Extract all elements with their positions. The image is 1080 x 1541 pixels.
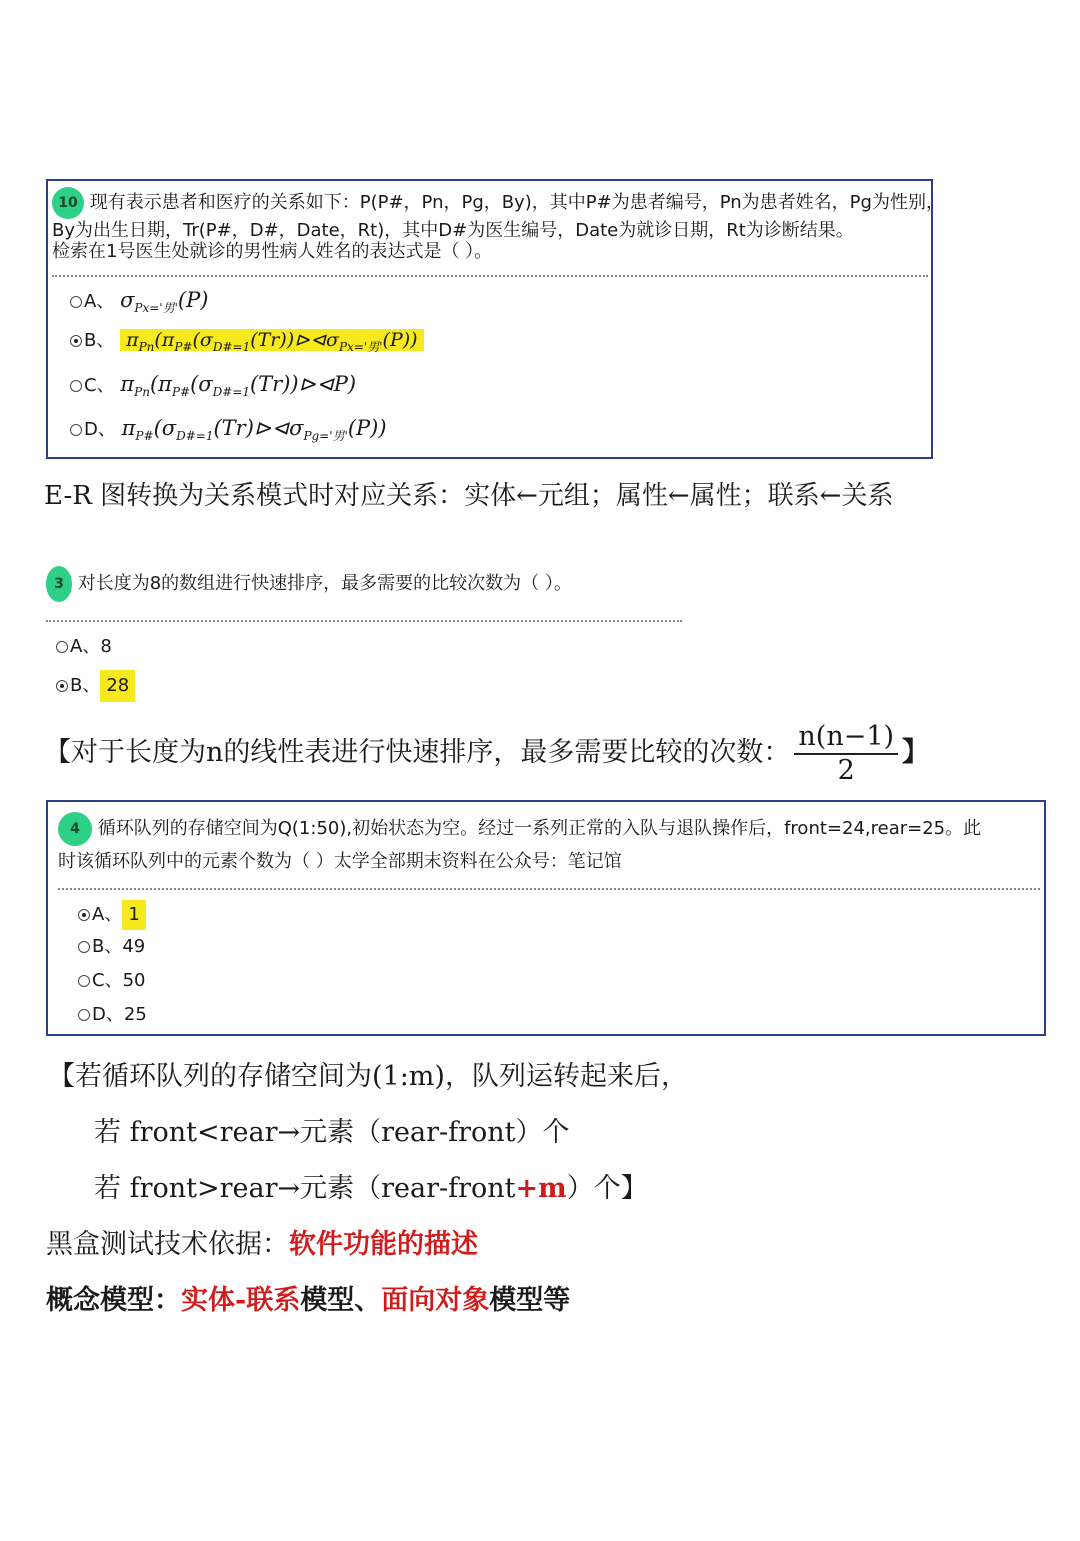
radio-icon[interactable] (78, 1009, 90, 1021)
option-b[interactable]: B、 $\pi_{Pn}(\pi_{P\#}(\sigma_{D\#=1}(Tr))⊳⊲\sigma_{Px='男'}(P))$ (70, 328, 424, 359)
note-queue-2: 若 front<rear→元素（rear-front）个 (94, 1117, 570, 1148)
option-a[interactable]: A、 $\sigma_{Px='男'}(P)$ (70, 288, 208, 320)
option-a[interactable]: A、8 (56, 635, 112, 659)
note-er: E-R 图转换为关系模式时对应关系：实体←元组；属性←属性；联系←关系 (44, 481, 894, 511)
option-b-expr: $\pi_{Pn}(\pi_{P\#}(\sigma_{D\#=1}(Tr))⊳⊲\sigma_{Px='男'}(P))$ (120, 329, 423, 351)
radio-icon[interactable] (70, 380, 82, 392)
radio-selected-icon[interactable] (56, 680, 68, 692)
question-10-line2: By为出生日期，Tr(P#，D#，Date，Rt)，其中D#为医生编号，Date为就诊日期，Rt为诊断结果。 (52, 220, 854, 241)
radio-selected-icon[interactable] (78, 909, 90, 921)
option-d-expr: $\pi_{P\#}(\sigma_{D\#=1}(Tr)⊳⊲\sigma_{Pg='男'}(P))$ (121, 416, 387, 444)
note-sort: 【对于长度为n的线性表进行快速排序，最多需要比较的次数： $\frac{n(n-1)}{2}$ 】 (44, 720, 930, 786)
question-number-badge: 3 (46, 566, 72, 602)
option-c[interactable]: C、 $\pi_{Pn}(\pi_{P\#}(\sigma_{D\#=1}(Tr))⊳⊲P)$ (70, 372, 356, 404)
note-queue-1: 【若循环队列的存储空间为(1:m)，队列运转起来后， (48, 1061, 688, 1092)
radio-selected-icon[interactable] (70, 335, 82, 347)
option-b[interactable]: B、49 (78, 935, 145, 959)
question-number-badge: 10 (52, 187, 84, 219)
divider (52, 275, 928, 277)
note-queue-3: 若 front>rear→元素（rear-front+m）个】 (94, 1173, 648, 1204)
note-model: 概念模型：实体-联系模型、面向对象模型等 (46, 1285, 571, 1316)
note-blackbox: 黑盒测试技术依据：软件功能的描述 (46, 1229, 478, 1260)
radio-icon[interactable] (78, 941, 90, 953)
divider (58, 888, 1040, 890)
option-b[interactable]: B、 28 (56, 670, 135, 702)
question-10-line1: 10 现有表示患者和医疗的关系如下：P(P#，Pn，Pg，By)，其中P#为患者编号，Pn为患者姓名，Pg为性别， (52, 187, 944, 219)
question-10-line3: 检索在1号医生处就诊的男性病人姓名的表达式是（ ）。 (52, 241, 493, 262)
option-d[interactable]: D、 $\pi_{P\#}(\sigma_{D\#=1}(Tr)⊳⊲\sigma_{Pg='男'}(P))$ (70, 416, 387, 448)
option-d[interactable]: D、25 (78, 1003, 147, 1027)
question-number-badge: 4 (58, 812, 92, 846)
divider (46, 620, 682, 622)
question-4-line1: 4 循环队列的存储空间为Q(1:50),初始状态为空。经过一系列正常的入队与退队操作后，front=24,rear=25。此 (58, 812, 981, 846)
option-a[interactable]: A、 1 (78, 900, 146, 930)
fraction: $\frac{n(n-1)}{2}$ (794, 721, 898, 787)
option-a-expr: $\sigma_{Px='男'}(P)$ (120, 288, 209, 316)
radio-icon[interactable] (70, 424, 82, 436)
option-c[interactable]: C、50 (78, 969, 145, 993)
option-c-expr: $\pi_{Pn}(\pi_{P\#}(\sigma_{D\#=1}(Tr))⊳⊲P)$ (120, 372, 357, 400)
radio-icon[interactable] (70, 296, 82, 308)
radio-icon[interactable] (78, 975, 90, 987)
question-4-line2: 时该循环队列中的元素个数为（ ）太学全部期末资料在公众号：笔记馆 (58, 851, 622, 872)
question-3-line1: 3 对长度为8的数组进行快速排序，最多需要的比较次数为（ ）。 (46, 566, 572, 602)
radio-icon[interactable] (56, 641, 68, 653)
